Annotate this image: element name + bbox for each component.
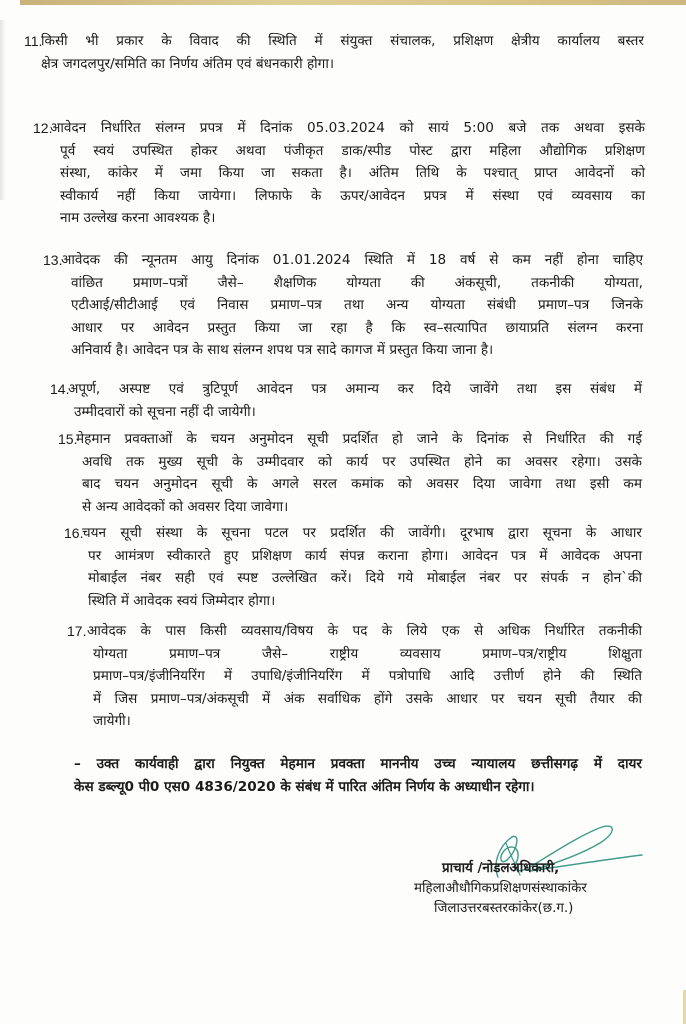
clause-number: 17. (67, 623, 87, 639)
page-edge-shadow (0, 20, 6, 200)
signature-block (380, 815, 680, 935)
clause-13 (43, 249, 643, 362)
clause-14 (50, 378, 642, 423)
clause-line: स्वीकार्य नहीं किया जायेगा। लिफाफे के ऊपर/आवेदन प्रपत्र में संस्था एवं व्यवसाय का (60, 187, 645, 204)
clause-line: किसी भी प्रकार के विवाद की स्थिति में संयुक्त संचालक, प्रशिक्षण क्षेत्रीय कार्यालय बस्तर (41, 33, 644, 49)
clause-line: मोबाईल नंबर सही एवं स्पष्ट उल्लेखित करें। दिये गये मोबाईल नंबर पर संपर्क न होन`की (88, 570, 642, 586)
clause-line: चयन सूची संस्था के सूचना पटल पर प्रदर्शित की जावेंगी। दूरभाष द्वारा सूचना के आधार (82, 525, 642, 541)
clause-number: 15. (58, 431, 78, 447)
clause-line: आवेदक की न्यूनतम आयु दिनांक 01.01.2024 स्थिति में 18 वर्ष से कम नहीं होना चाहिए (61, 252, 643, 268)
clause-line: योग्यता प्रमाण–पत्र जैसे– राष्ट्रीय व्यवसाय प्रमाण–पत्र/राष्ट्रीय शिक्षुता (93, 645, 642, 662)
clause-number: 12. (33, 120, 53, 136)
clause-line: एटीआई/सीटीआई एवं निवास प्रमाण–पत्र तथा अन्य योग्यता संबंधी प्रमाण–पत्र जिनके (71, 297, 643, 313)
clause-15 (58, 428, 642, 518)
clause-line: उम्मीदवारों को सूचना नहीं दी जायेगी। (74, 403, 256, 420)
clause-17 (67, 620, 642, 733)
clause-line: आधार पर आवेदन प्रस्तुत किया जा रहा है कि स्व–सत्यापित छायाप्रति संलग्न करना (71, 319, 643, 336)
clause-12 (33, 117, 645, 230)
note-line: – उक्त कार्यवाही द्वारा नियुक्त मेहमान प्रवक्ता माननीय उच्च न्यायालय छत्तीसगढ़ में दायर (74, 756, 642, 772)
clause-line: मेहमान प्रवक्ताओं के चयन अनुमोदन सूची प्रदर्शित हो जाने के दिनांक से निर्धारित की गई (76, 431, 642, 447)
clause-line: जायेगी। (93, 713, 131, 729)
clause-line: अनिवार्य है। आवेदन पत्र के साथ संलग्न शपथ पत्र सादे कागज में प्रस्तुत किया जाना है। (71, 342, 494, 358)
note-line: केस डब्ल्यू0 पी0 एस0 4836/2020 के संबंध में पारित अंतिम निर्णय के अध्याधीन रहेगा। (74, 778, 535, 795)
clause-line: अवधि तक मुख्य सूची के उम्मीदवार को कार्य पर उपस्थित होने का अवसर रहेगा। उसके (82, 453, 642, 470)
clause-line: से अन्य आवेदकों को अवसर दिया जावेगा। (82, 498, 289, 515)
clause-line: संस्था, कांकेर में जमा किया जा सकता है। अंतिम तिथि के पश्चात् प्राप्त आवेदनों को (60, 165, 645, 181)
clause-line: वांछित प्रमाण–पत्रों जैसे– शैक्षणिक योग्यता की अंकसूची, तकनीकी योग्यता, (71, 274, 643, 291)
court-case-note (74, 753, 642, 798)
signatory-organization: महिलाऔधौगिकप्रशिक्षणसंस्थाकांकेर (414, 881, 587, 896)
clause-11 (24, 30, 644, 75)
clause-line: प्रमाण–पत्र/इंजीनियरिंग में उपाधि/इंजीनियरिंग में पत्रोपाधि आदि उत्तीर्ण होने की स्थिति (93, 668, 642, 684)
clause-line: पर आमंत्रण स्वीकारते हुए प्रशिक्षण कार्य संपन्न कराना होगा। आवेदन पत्र में आवेदक अपना (88, 547, 642, 564)
clause-number: 16. (64, 525, 84, 541)
clause-line: क्षेत्र जगदलपुर/समिति का निर्णय अंतिम एवं बंधनकारी होगा। (41, 55, 335, 72)
signatory-title: प्राचार्य /नोडलअधिकारी, (442, 861, 560, 876)
signatory-place: जिलाउत्तरबस्तरकांकेर(छ.ग.) (434, 901, 574, 916)
clause-line: नाम उल्लेख करना आवश्यक है। (60, 210, 216, 226)
clause-line: में जिस प्रमाण–पत्र/अंकसूची में अंक सर्वाधिक होंगे उसके आधार पर चयन सूची तैयार की (93, 690, 642, 707)
clause-number: 11. (24, 33, 43, 49)
clause-16 (64, 522, 642, 612)
clause-line: पूर्व स्वयं उपस्थित होकर अथवा पंजीकृत डाक/स्पीड पोस्ट द्वारा महिला औद्योगिक प्रशिक्षण (60, 142, 645, 159)
clause-line: आवेदक के पास किसी व्यवसाय/विषय के पद के लिये एक से अधिक निर्धारित तकनीकी (87, 623, 642, 639)
clause-number: 13. (43, 252, 63, 268)
clause-line: स्थिति में आवेदक स्वयं जिम्मेदार होगा। (88, 592, 276, 609)
clause-line: अपूर्ण, अस्पष्ट एवं त्रुटिपूर्ण आवेदन पत्र अमान्य कर दिये जावेंगे तथा इस संबंध में (68, 381, 642, 397)
clause-line: आवेदन निर्धारित संलग्न प्रपत्र में दिनांक 05.03.2024 को सायं 5:00 बजे तक अथवा इसके (50, 120, 645, 136)
page-top-edge (20, 0, 686, 5)
clause-line: बाद चयन अनुमोदन सूची के अगले सरल कमांक को अवसर दिया जावेगा तथा इसी कम (82, 476, 642, 492)
clause-number: 14. (50, 381, 70, 397)
